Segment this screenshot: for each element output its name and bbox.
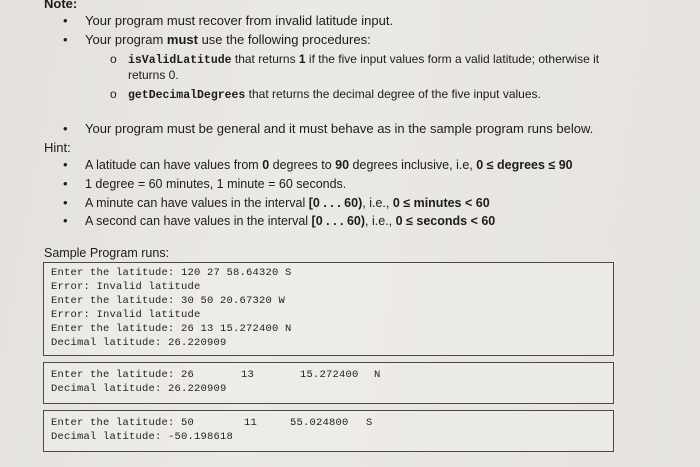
sample-run-box-3 — [43, 410, 614, 452]
code-line: Enter the latitude: 120 27 58.64320 S — [51, 267, 292, 279]
bullet-dot-icon: • — [63, 176, 68, 191]
sample-run-box-2 — [43, 362, 614, 404]
circle-bullet-icon: o — [110, 87, 117, 101]
procedure-isvalidlatitude: o isValidLatitude that returns 1 if the five input values form a valid latitude; otherwise it — [110, 52, 600, 67]
bullet-dot-icon: • — [63, 121, 68, 136]
code-line: Decimal latitude: 26.220909 — [51, 337, 227, 349]
code-token: 15.272400 — [300, 369, 359, 381]
code-line: Enter the latitude: 26 13 15.272400 N — [51, 323, 292, 335]
note-heading: Note: — [44, 0, 78, 11]
procedure-isvalidlatitude-cont: returns 0. — [128, 68, 179, 82]
code-token: 13 — [241, 369, 255, 381]
hint-item-degree-conversion: • 1 degree = 60 minutes, 1 minute = 60 seconds. — [63, 176, 347, 191]
code-line: Error: Invalid latitude — [51, 309, 201, 321]
bullet-dot-icon: • — [63, 32, 68, 47]
bullet-dot-icon: • — [63, 13, 68, 28]
note-bullet-general: • Your program must be general and it must behave as in the sample program runs below. — [63, 121, 594, 136]
circle-bullet-icon: o — [110, 52, 117, 66]
code-line: Enter the latitude: 30 50 20.67320 W — [51, 295, 286, 307]
note-bullet-recover: • Your program must recover from invalid latitude input. — [63, 13, 394, 28]
sample-runs-heading: Sample Program runs: — [44, 246, 170, 260]
bullet-dot-icon: • — [63, 213, 68, 228]
code-line: Decimal latitude: -50.198618 — [51, 431, 234, 443]
hint-item-second-range: • A second can have values in the interval [0 . . . 60), i.e., 0 ≤ seconds < 60 — [63, 213, 496, 228]
code-line: Decimal latitude: 26.220909 — [51, 383, 227, 395]
bullet-dot-icon: • — [63, 157, 68, 172]
code-token: 11 — [244, 417, 258, 429]
code-line: Enter the latitude: 26 — [51, 369, 195, 381]
hint-item-latitude-range: • A latitude can have values from 0 degrees to 90 degrees inclusive, i.e, 0 ≤ degrees ≤ 90 — [63, 157, 573, 172]
sample-run-box-1 — [43, 262, 614, 356]
code-line: Error: Invalid latitude — [51, 281, 201, 293]
code-token: N — [374, 369, 381, 381]
code-line: Enter the latitude: 50 — [51, 417, 195, 429]
note-bullet-procedures: • Your program must use the following procedures: — [63, 32, 371, 47]
hint-heading: Hint: — [44, 140, 71, 155]
code-token: 55.024800 — [290, 417, 349, 429]
code-token: S — [366, 417, 373, 429]
procedure-getdecimaldegrees: o getDecimalDegrees that returns the decimal degree of the five input values. — [110, 87, 541, 102]
bullet-dot-icon: • — [63, 195, 68, 210]
hint-item-minute-range: • A minute can have values in the interval [0 . . . 60), i.e., 0 ≤ minutes < 60 — [63, 195, 490, 210]
